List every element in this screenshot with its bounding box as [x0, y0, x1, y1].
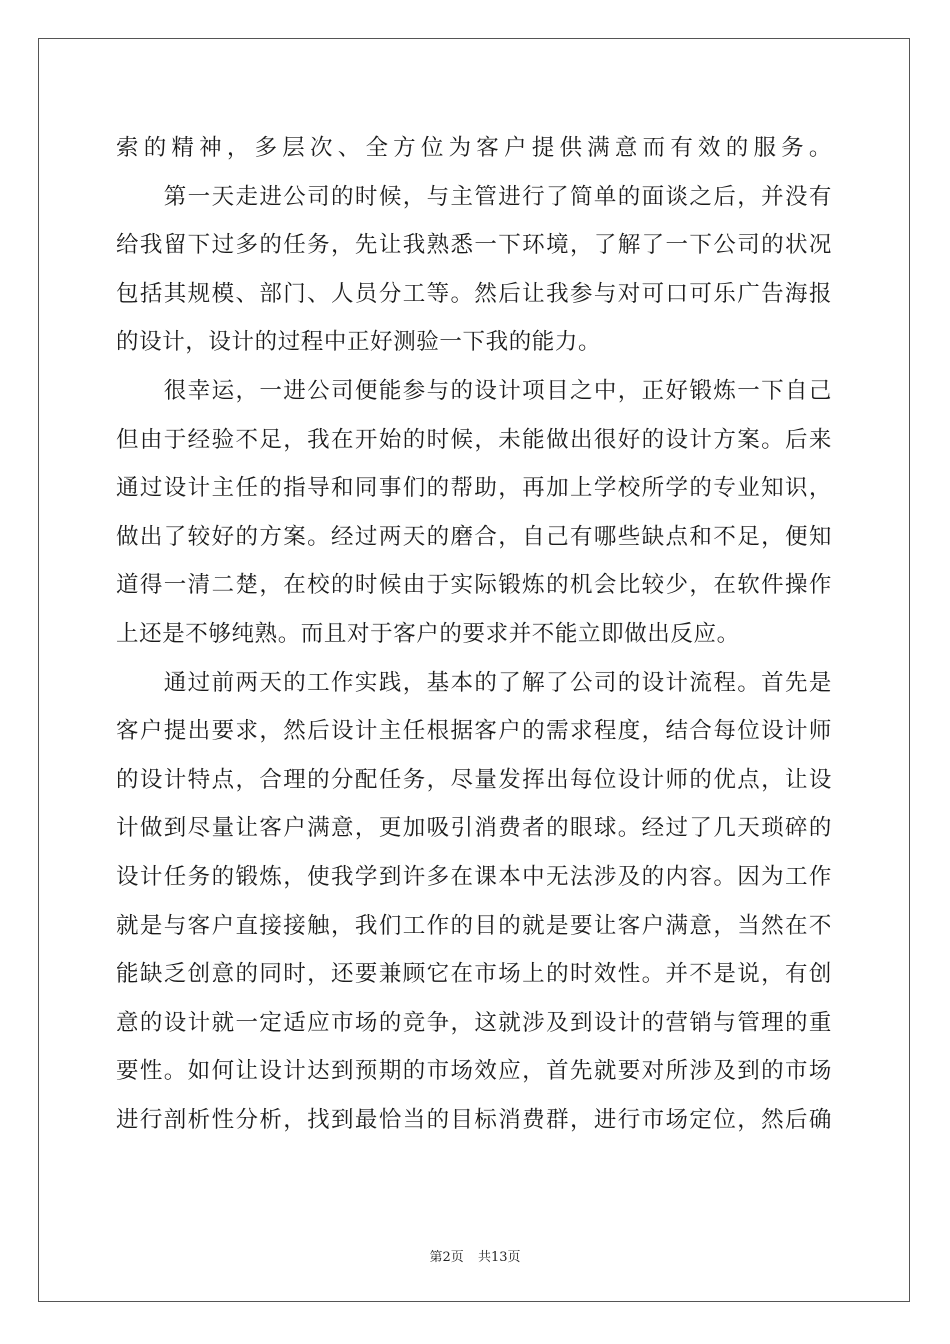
page-number-current: 第2页: [429, 1250, 464, 1265]
text-line: 设计任务的锻炼，使我学到许多在课本中无法涉及的内容。因为工作: [116, 863, 832, 890]
text-line: 的设计特点，合理的分配任务，尽量发挥出每位设计师的优点，让设: [116, 766, 832, 793]
text-line: 通过前两天的工作实践，基本的了解了公司的设计流程。首先是: [116, 669, 832, 696]
text-line: 通过设计主任的指导和同事们的帮助，再加上学校所学的专业知识，: [116, 475, 832, 502]
text-line: 很幸运，一进公司便能参与的设计项目之中，正好锻炼一下自己: [116, 377, 832, 404]
text-line: 上还是不够纯熟。而且对于客户的要求并不能立即做出反应。: [116, 620, 740, 647]
text-line: 包括其规模、部门、人员分工等。然后让我参与对可口可乐广告海报: [116, 280, 832, 307]
text-line: 的设计，设计的过程中正好测验一下我的能力。: [116, 329, 602, 356]
text-line: 第一天走进公司的时候，与主管进行了简单的面谈之后，并没有: [116, 183, 832, 210]
text-line: 意的设计就一定适应市场的竞争，这就涉及到设计的营销与管理的重: [116, 1009, 832, 1036]
document-body: [116, 124, 832, 1144]
text-line: 索的精神，多层次、全方位为客户提供满意而有效的服务。: [116, 135, 832, 161]
text-line: 就是与客户直接接触，我们工作的目的就是要让客户满意，当然在不: [116, 912, 832, 939]
text-line: 要性。如何让设计达到预期的市场效应，首先就要对所涉及到的市场: [116, 1058, 832, 1085]
page-footer: [0, 1246, 950, 1265]
text-line: 做出了较好的方案。经过两天的磨合，自己有哪些缺点和不足，便知: [116, 523, 832, 550]
text-line: 给我留下过多的任务，先让我熟悉一下环境，了解了一下公司的状况: [116, 232, 832, 259]
text-line: 客户提出要求，然后设计主任根据客户的需求程度，结合每位设计师: [116, 718, 832, 745]
text-line: 计做到尽量让客户满意，更加吸引消费者的眼球。经过了几天琐碎的: [116, 815, 832, 842]
text-line: 但由于经验不足，我在开始的时候，未能做出很好的设计方案。后来: [116, 426, 832, 453]
page-number-total: 共13页: [477, 1250, 521, 1265]
text-line: 道得一清二楚，在校的时候由于实际锻炼的机会比较少，在软件操作: [116, 572, 832, 599]
text-line: 进行剖析性分析，找到最恰当的目标消费群，进行市场定位，然后确: [116, 1106, 832, 1133]
text-line: 能缺乏创意的同时，还要兼顾它在市场上的时效性。并不是说，有创: [116, 961, 832, 988]
